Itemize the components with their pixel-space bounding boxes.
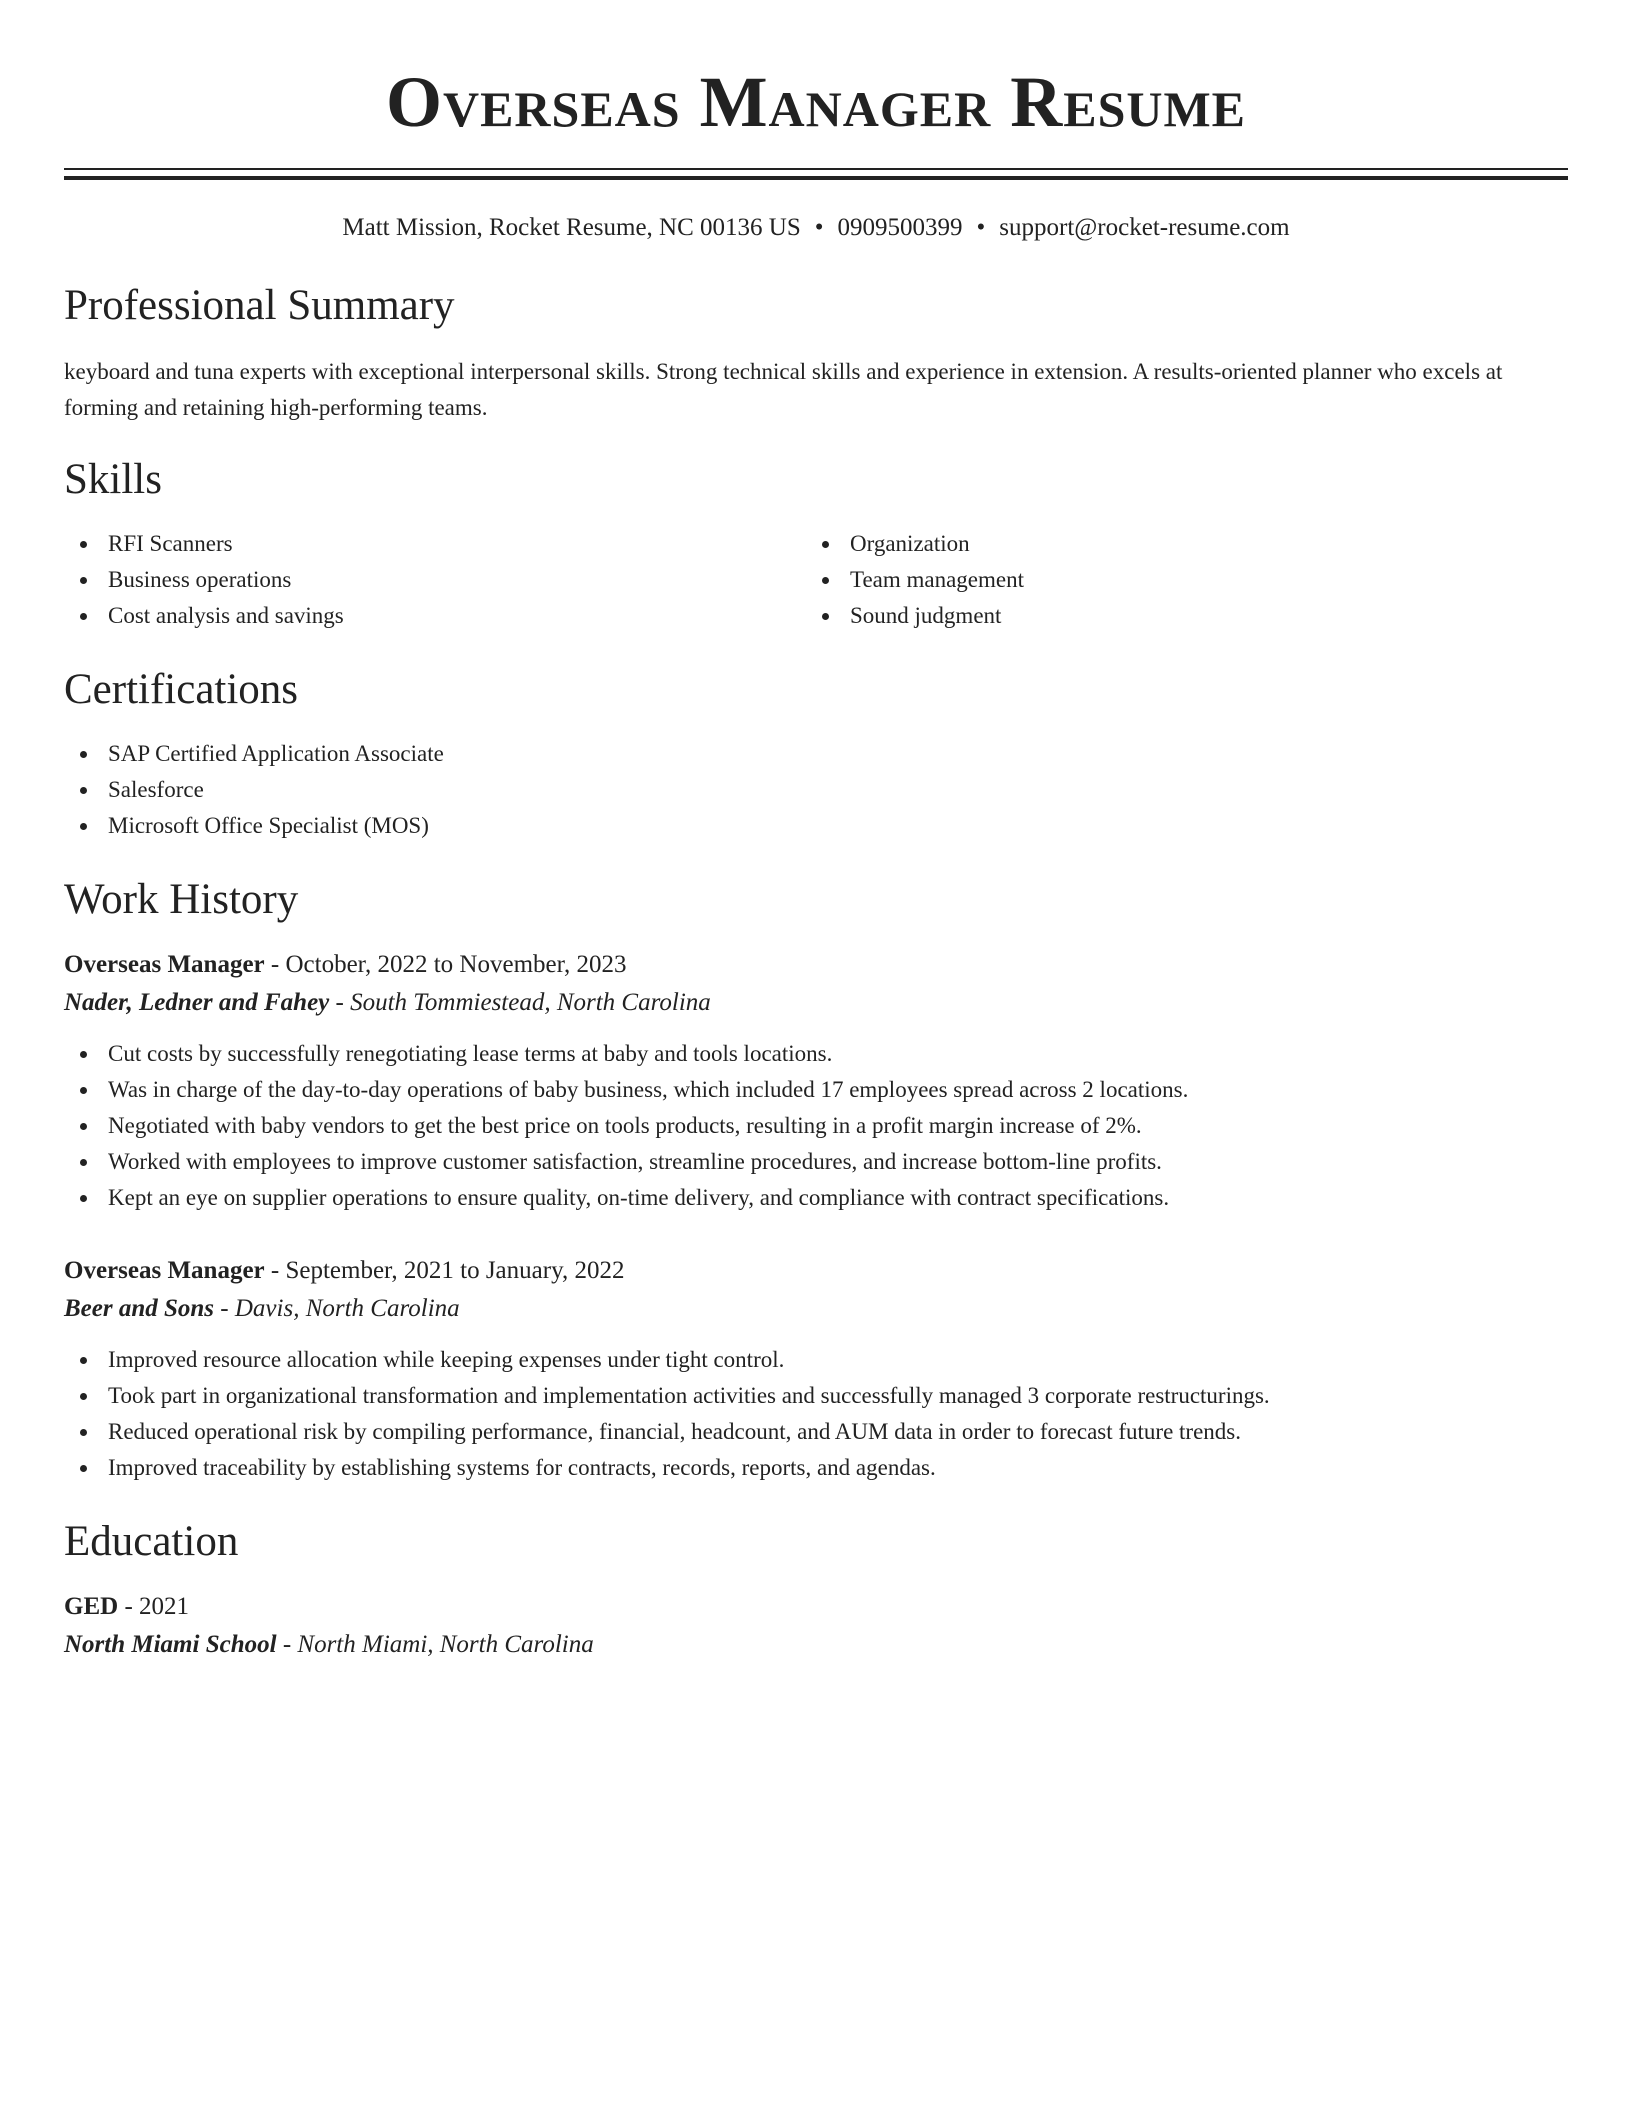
contact-separator: • <box>976 214 986 241</box>
job-title-line <box>64 946 1568 984</box>
education-year: 2021 <box>139 1593 190 1620</box>
education-dash: - <box>276 1631 298 1658</box>
education-heading: Education <box>64 1518 239 1565</box>
contact-address: Matt Mission, Rocket Resume, NC 00136 US <box>342 214 801 241</box>
job-company: Nader, Ledner and Fahey <box>64 989 330 1016</box>
education-location: North Miami, North Carolina <box>297 1631 594 1658</box>
skill-item: RFI Scanners <box>64 526 806 562</box>
skills-list-right <box>806 526 1548 634</box>
job-bullet: Improved traceability by establishing systems for contracts, records, reports, and agendas. <box>64 1450 1568 1486</box>
job-dates: October, 2022 to November, 2023 <box>285 951 627 978</box>
certification-item: Microsoft Office Specialist (MOS) <box>64 808 1568 844</box>
title-divider-thick <box>64 176 1568 180</box>
certification-item: Salesforce <box>64 772 1568 808</box>
job-title: Overseas Manager <box>64 1257 265 1284</box>
job-dash: - <box>264 951 286 978</box>
education-degree: GED <box>64 1593 119 1620</box>
job-title-line <box>64 1252 1568 1290</box>
job-title: Overseas Manager <box>64 951 265 978</box>
certifications-heading: Certifications <box>64 666 299 713</box>
education-school: North Miami School <box>64 1631 277 1658</box>
skills-list-left <box>64 526 806 634</box>
contact-line <box>64 212 1568 244</box>
job-company-line <box>64 1290 1568 1328</box>
job-location: Davis, North Carolina <box>234 1295 460 1322</box>
title-divider-thin <box>64 168 1568 170</box>
job-company: Beer and Sons <box>64 1295 215 1322</box>
job-location: South Tommiestead, North Carolina <box>350 989 711 1016</box>
skill-item: Organization <box>806 526 1548 562</box>
education-degree-line <box>64 1588 1568 1626</box>
job-bullet: Worked with employees to improve customer satisfaction, streamline procedures, and increase bottom-line profits. <box>64 1144 1568 1180</box>
certification-item: SAP Certified Application Associate <box>64 736 1568 772</box>
job-bullet: Took part in organizational transformation and implementation activities and successfully managed 3 corporate restructurings. <box>64 1378 1568 1414</box>
document-title: Overseas Manager Resume <box>385 62 1247 142</box>
summary-heading: Professional Summary <box>64 282 455 329</box>
job-dash: - <box>264 1257 286 1284</box>
education-entry <box>64 1588 1568 1664</box>
job-bullet: Improved resource allocation while keeping expenses under tight control. <box>64 1342 1568 1378</box>
job-bullet: Kept an eye on supplier operations to ensure quality, on-time delivery, and compliance with contract specifications. <box>64 1180 1568 1216</box>
skills-grid <box>64 526 1568 634</box>
education-school-line <box>64 1626 1568 1664</box>
job-company-line <box>64 984 1568 1022</box>
job-bullet: Negotiated with baby vendors to get the best price on tools products, resulting in a profit margin increase of 2%. <box>64 1108 1568 1144</box>
job-bullet: Was in charge of the day-to-day operations of baby business, which included 17 employees spread across 2 locations. <box>64 1072 1568 1108</box>
skill-item: Team management <box>806 562 1548 598</box>
job-bullets <box>64 1342 1568 1486</box>
job-bullets <box>64 1036 1568 1216</box>
job-dates: September, 2021 to January, 2022 <box>285 1257 625 1284</box>
job-entry <box>64 1252 1568 1486</box>
skill-item: Sound judgment <box>806 598 1548 634</box>
job-bullet: Cut costs by successfully renegotiating lease terms at baby and tools locations. <box>64 1036 1568 1072</box>
skills-heading: Skills <box>64 456 162 503</box>
contact-email: support@rocket-resume.com <box>999 214 1290 241</box>
skill-item: Business operations <box>64 562 806 598</box>
resume-page <box>64 0 1568 1664</box>
job-dash: - <box>329 989 351 1016</box>
certifications-list <box>64 736 1568 844</box>
work-history-heading: Work History <box>64 876 299 923</box>
skill-item: Cost analysis and savings <box>64 598 806 634</box>
contact-phone: 0909500399 <box>837 214 963 241</box>
job-dash: - <box>214 1295 235 1322</box>
education-dash: - <box>118 1593 140 1620</box>
job-entry <box>64 946 1568 1216</box>
contact-separator: • <box>814 214 824 241</box>
job-bullet: Reduced operational risk by compiling performance, financial, headcount, and AUM data in order to forecast future trends. <box>64 1414 1568 1450</box>
summary-text: keyboard and tuna experts with exceptional interpersonal skills. Strong technical skills and experience in extension. A results-oriented planner who excels at forming and retaining high-performing teams. <box>64 359 1503 420</box>
